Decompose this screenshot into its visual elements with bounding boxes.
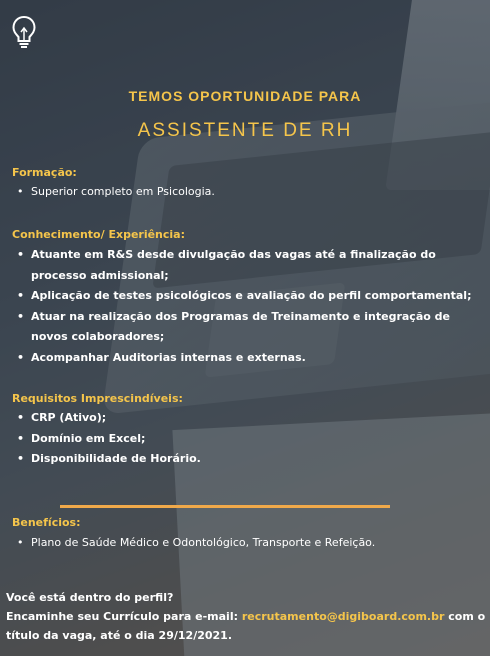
section-title-requisitos: Requisitos Imprescindíveis: bbox=[12, 392, 183, 405]
list-conhecimento bbox=[12, 245, 482, 368]
list-requisitos bbox=[12, 408, 482, 470]
list-beneficios bbox=[12, 533, 482, 554]
cta-suffix: com o título da vaga, até o dia 29/12/2021. bbox=[6, 610, 486, 642]
list-item: • Domínio em Excel; bbox=[12, 429, 482, 450]
list-item: • Superior completo em Psicologia. bbox=[12, 182, 482, 203]
divider bbox=[60, 505, 390, 508]
cta-prefix: Encaminhe seu Currículo para e-mail: bbox=[6, 610, 242, 623]
list-item: • Plano de Saúde Médico e Odontológico, Transporte e Refeição. bbox=[12, 533, 482, 554]
call-to-action bbox=[6, 588, 486, 645]
section-title-beneficios: Benefícios: bbox=[12, 516, 81, 529]
section-title-conhecimento: Conhecimento/ Experiência: bbox=[12, 228, 186, 241]
list-item: • Aplicação de testes psicológicos e avaliação do perfil comportamental; bbox=[12, 286, 482, 307]
contact-email[interactable]: recrutamento@digiboard.com.br bbox=[241, 610, 445, 623]
cta-question: Você está dentro do perfil? bbox=[6, 591, 174, 604]
list-item: • Atuar na realização dos Programas de Treinamento e integração de novos colaboradores; bbox=[12, 307, 482, 348]
section-title-formacao: Formação: bbox=[12, 166, 77, 179]
list-item: • Atuante em R&S desde divulgação das vagas até a finalização do processo admissional; bbox=[12, 245, 482, 286]
list-formacao bbox=[12, 182, 482, 203]
lightbulb-icon bbox=[10, 14, 38, 50]
job-title: ASSISTENTE DE RH bbox=[137, 120, 353, 141]
headline: TEMOS OPORTUNIDADE PARA bbox=[128, 88, 362, 104]
list-item: • CRP (Ativo); bbox=[12, 408, 482, 429]
list-item: • Disponibilidade de Horário. bbox=[12, 449, 482, 470]
list-item: • Acompanhar Auditorias internas e externas. bbox=[12, 348, 482, 369]
cta-instructions bbox=[6, 607, 486, 645]
